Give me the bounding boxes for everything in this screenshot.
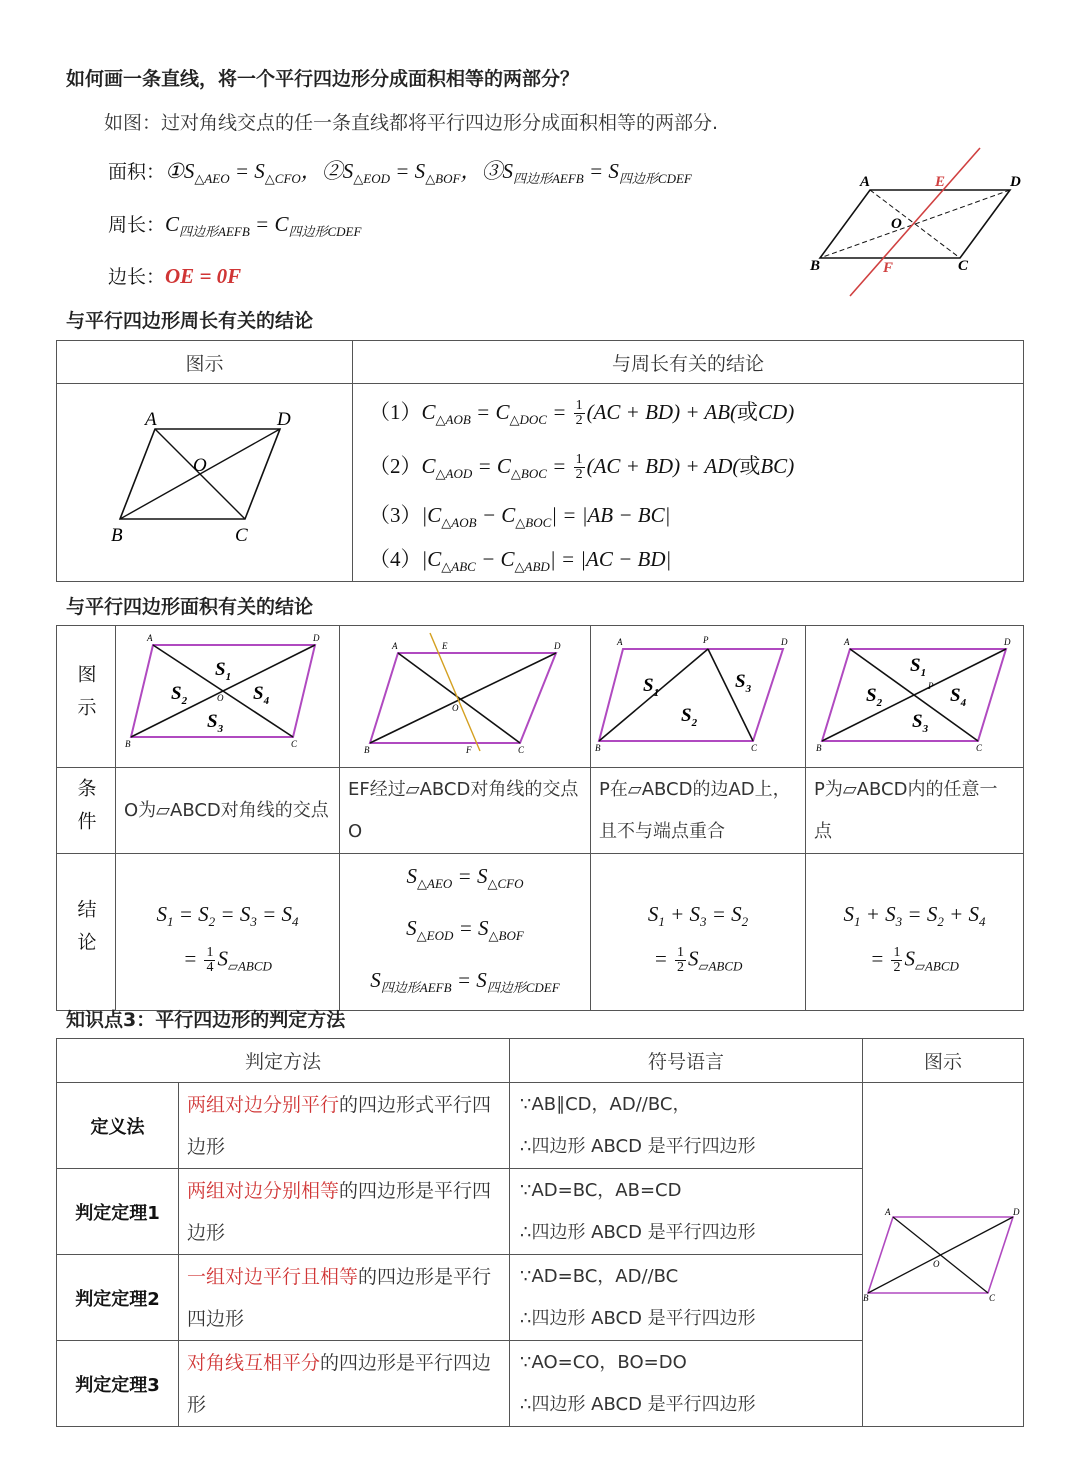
- area-figure-1: [116, 626, 340, 768]
- formula-text: |C: [421, 502, 442, 527]
- row-conclusion-label: 结论: [57, 854, 116, 1011]
- region-s3: $S_3$: [206, 710, 223, 735]
- formula-subscript: 3: [700, 913, 707, 929]
- formula-subscript: ▱ABCD: [698, 957, 743, 973]
- label-c: C: [751, 742, 758, 753]
- perimeter-table: [56, 340, 1024, 582]
- criteria-heading: 知识点3：平行四边形的判定方法: [66, 1009, 346, 1031]
- condition-3: P在▱ABCD的边AD上，且不与端点重合: [591, 768, 806, 854]
- method-description: [179, 1169, 510, 1255]
- formula-subscript: △AEO: [417, 876, 453, 891]
- formula-text: ，②S: [300, 159, 354, 183]
- formula-subscript: △CFO: [264, 171, 301, 186]
- area-figure-2: [340, 626, 591, 768]
- parallelogram-figure: [123, 631, 333, 759]
- formula-text: （3）: [369, 502, 422, 527]
- col-conclusion: 与周长有关的结论: [353, 341, 1024, 384]
- formula-text: 或: [739, 453, 761, 478]
- formula-subscript: △BOC: [515, 514, 552, 530]
- area-figure-4: [806, 626, 1024, 768]
- label-c: C: [234, 524, 248, 546]
- formula-text: = S: [451, 968, 487, 992]
- criteria-table: [56, 1038, 1024, 1427]
- formula-text: （1）: [369, 399, 422, 424]
- label-a: A: [144, 410, 157, 430]
- formula-subscript: △AEO: [194, 171, 230, 186]
- formula-text: S: [843, 901, 854, 926]
- formula-text: = S: [173, 901, 209, 926]
- symbol-language: [510, 1255, 863, 1341]
- formula-text: = S: [706, 901, 742, 926]
- method-name: 判定定理2: [57, 1255, 179, 1341]
- formula-subscript: ▱ABCD: [914, 957, 959, 973]
- formula-text: = S: [453, 916, 489, 940]
- formula-text: S: [904, 945, 915, 970]
- formula-subscript: 2: [208, 913, 216, 929]
- area-table: [56, 625, 1024, 1011]
- fraction: [675, 946, 686, 975]
- label-c: C: [989, 1292, 996, 1303]
- label-b: B: [815, 742, 821, 753]
- formula-text: S: [156, 901, 167, 926]
- col-figure: 图示: [863, 1039, 1024, 1083]
- formula-subscript: 3: [250, 913, 257, 929]
- area-heading: 与平行四边形面积有关的结论: [66, 596, 314, 618]
- symbol-language: [510, 1083, 863, 1169]
- region-s4: $S_4$: [949, 684, 966, 709]
- region-s1: $S_1$: [909, 654, 926, 679]
- formula-text: =: [183, 945, 203, 970]
- denominator: 2: [575, 467, 583, 483]
- perimeter-item-1: [369, 385, 1023, 439]
- symbol-conclusion: ∴四边形 ABCD 是平行四边形: [520, 1393, 756, 1415]
- formula-subscript: △AOB: [435, 411, 471, 427]
- fraction: [204, 946, 215, 975]
- question-title: 如何画一条直线，将一个平行四边形分成面积相等的两部分？: [66, 68, 580, 90]
- formula-subscript: 1: [166, 913, 174, 929]
- parallelogram-figure: [105, 411, 305, 551]
- label-d: D: [1003, 636, 1010, 647]
- formula-subscript: 1: [853, 913, 861, 929]
- label-e: E: [935, 174, 946, 190]
- criteria-figure-cell: [863, 1083, 1024, 1427]
- conclusion-4: [806, 854, 1024, 1011]
- label-o: O: [933, 1258, 940, 1269]
- parallelogram-figure: [360, 631, 570, 759]
- formula-text: − C: [475, 546, 515, 571]
- diagonal-bd: [820, 190, 1010, 258]
- label-a: A: [885, 1206, 891, 1217]
- fraction: [574, 453, 585, 482]
- symbol-conclusion: ∴四边形 ABCD 是平行四边形: [520, 1221, 756, 1243]
- symbol-given: ∵AB∥CD，AD//BC，: [520, 1093, 691, 1115]
- criteria-row: [57, 1083, 1024, 1169]
- label-c: C: [958, 258, 969, 274]
- method-name: 判定定理3: [57, 1341, 179, 1427]
- formula-text: S: [647, 901, 659, 926]
- formula-subscript: 四边形CDEF: [486, 980, 560, 995]
- formula-subscript: △ABC: [441, 558, 476, 574]
- symbol-conclusion: ∴四边形 ABCD 是平行四边形: [520, 1135, 756, 1157]
- region-s3: $S_3$: [735, 670, 752, 695]
- numerator: 1: [893, 944, 901, 960]
- symbol-language: [510, 1341, 863, 1427]
- formula-text: + S: [664, 901, 700, 926]
- label-e: E: [442, 640, 448, 651]
- condition-1: O为▱ABCD对角线的交点: [116, 768, 340, 854]
- method-key-phrase: 两组对边分别相等: [187, 1179, 340, 1202]
- conclusion-2: [340, 854, 591, 1011]
- formula-text: − C: [476, 502, 516, 527]
- region-s3: $S_3$: [911, 710, 928, 735]
- denominator: 2: [575, 413, 583, 429]
- label-d: D: [312, 632, 319, 643]
- formula-text: + S: [943, 901, 979, 926]
- formula-text: = S: [390, 159, 426, 183]
- region-s2: $S_2$: [865, 684, 882, 709]
- label-a: A: [146, 632, 152, 643]
- row-condition-label: 条件: [57, 768, 116, 854]
- formula-text: C: [421, 399, 436, 424]
- formula-text: | = |AB − BC|: [551, 502, 671, 527]
- formula-text: = S: [215, 901, 251, 926]
- formula-subscript: △BOC: [510, 465, 547, 481]
- formula-subscript: △BOF: [425, 171, 461, 186]
- intro-parallelogram-figure: [805, 140, 1030, 305]
- formula-subscript: 四边形CDEF: [618, 171, 692, 186]
- formula-text: 或: [737, 399, 759, 424]
- method-description: [179, 1255, 510, 1341]
- method-description: [179, 1341, 510, 1427]
- fraction: [574, 399, 585, 428]
- area-line: [108, 155, 692, 187]
- formula-text: ①S: [165, 159, 195, 183]
- label-p: P: [927, 680, 933, 691]
- label-b: B: [364, 744, 370, 755]
- area-label: 面积：: [108, 161, 166, 183]
- denominator: 4: [206, 959, 214, 975]
- label-a: A: [843, 636, 849, 647]
- formula-text: S: [217, 945, 228, 970]
- label-a: A: [392, 640, 398, 651]
- label-b: B: [110, 524, 123, 546]
- perimeter-label: 周长：: [108, 214, 166, 236]
- formula-subscript: △AOD: [435, 465, 473, 481]
- perimeter-item-3: [369, 493, 1023, 537]
- col-method: 判定方法: [57, 1039, 510, 1083]
- formula-text: （4）: [369, 546, 422, 571]
- symbol-conclusion: ∴四边形 ABCD 是平行四边形: [520, 1307, 756, 1329]
- method-rest: 的四边形是平行四边形: [187, 1351, 492, 1416]
- label-o: O: [452, 702, 459, 713]
- label-a: A: [860, 174, 871, 190]
- conclusion-1: [116, 854, 340, 1011]
- formula-text: = S: [452, 864, 488, 888]
- formula-text: = C: [249, 212, 289, 236]
- formula-subscript: △EOD: [353, 171, 391, 186]
- region-s1: $S_1$: [643, 674, 660, 699]
- label-a: A: [617, 636, 623, 647]
- formula-subscript: △BOF: [488, 928, 524, 943]
- formula-text: =: [546, 399, 572, 424]
- symbol-given: ∵AD=BC，AD//BC: [520, 1265, 679, 1287]
- formula-subscript: 四边形AEFB: [512, 171, 584, 186]
- formula-text: = S: [256, 901, 292, 926]
- formula-text: = C: [470, 399, 510, 424]
- numerator: 1: [575, 398, 583, 414]
- area-formula: [165, 155, 692, 187]
- label-f: F: [466, 744, 472, 755]
- formula-text: C: [421, 453, 436, 478]
- area-figure-3: [591, 626, 806, 768]
- region-s2: $S_2$: [170, 682, 187, 707]
- symbol-given: ∵AD=BC，AB=CD: [520, 1179, 682, 1201]
- formula-text: = S: [229, 159, 265, 183]
- formula-subscript: 四边形CDEF: [288, 224, 362, 239]
- symbol-language: [510, 1169, 863, 1255]
- condition-4: P为▱ABCD内的任意一点: [806, 768, 1024, 854]
- formula-subscript: 2: [937, 913, 944, 929]
- formula-text: = S: [583, 159, 619, 183]
- perimeter-item-2: [369, 439, 1023, 493]
- formula-text: （2）: [369, 453, 422, 478]
- numerator: 1: [676, 944, 684, 960]
- method-rest: 的四边形是平行四边形: [187, 1265, 492, 1330]
- method-key-phrase: 两组对边分别平行: [187, 1093, 340, 1116]
- col-figure: 图示: [57, 341, 353, 384]
- label-d: D: [276, 410, 291, 430]
- method-name: 判定定理1: [57, 1169, 179, 1255]
- region-s4: $S_4$: [252, 682, 269, 707]
- label-d: D: [781, 636, 788, 647]
- formula-text: =: [870, 945, 890, 970]
- label-b: B: [810, 258, 821, 274]
- method-description: [179, 1083, 510, 1169]
- formula-subscript: △AOB: [441, 514, 477, 530]
- formula-text: = S: [902, 901, 938, 926]
- formula-subscript: 四边形AEFB: [179, 224, 250, 239]
- formula-text: BC): [760, 453, 795, 478]
- formula-subscript: △ABD: [514, 558, 550, 574]
- formula-subscript: △DOC: [509, 411, 547, 427]
- method-name: 定义法: [57, 1083, 179, 1169]
- formula-text: =: [653, 945, 673, 970]
- label-f: F: [883, 260, 894, 276]
- numerator: 1: [575, 452, 583, 468]
- label-c: C: [518, 744, 525, 755]
- parallelogram-figure: [593, 631, 803, 759]
- formula-subscript: 1: [658, 913, 665, 929]
- formula-subscript: 四边形AEFB: [380, 980, 452, 995]
- parallelogram-figure: [810, 631, 1020, 759]
- formula-subscript: 4: [979, 913, 986, 929]
- label-o: O: [216, 692, 223, 703]
- label-o: O: [192, 454, 207, 476]
- formula-text: C: [165, 212, 180, 236]
- formula-text: (AC + BD) + AD(: [586, 453, 740, 478]
- label-d: D: [1010, 174, 1021, 190]
- label-b: B: [863, 1292, 869, 1303]
- method-key-phrase: 一组对边平行且相等: [187, 1265, 359, 1288]
- label-d: D: [1013, 1206, 1020, 1217]
- parallelogram-figure: [863, 1203, 1023, 1303]
- condition-2: EF经过▱ABCD对角线的交点O: [340, 768, 591, 854]
- perimeter-line: [108, 210, 361, 240]
- label-c: C: [290, 738, 297, 749]
- label-p: P: [703, 634, 709, 645]
- formula-text: |C: [421, 546, 442, 571]
- label-b: B: [124, 738, 130, 749]
- perimeter-heading: 与平行四边形周长有关的结论: [66, 310, 314, 332]
- formula-text: | = |AC − BD|: [549, 546, 672, 571]
- formula-text: (AC + BD) + AB(: [586, 399, 738, 424]
- formula-subscript: 4: [292, 913, 299, 929]
- perimeter-figure-cell: [57, 384, 353, 582]
- region-s1: $S_1$: [214, 658, 231, 683]
- perimeter-formula: [165, 212, 361, 240]
- formula-subscript: 3: [895, 913, 903, 929]
- side-line: [108, 262, 241, 289]
- label-c: C: [975, 742, 982, 753]
- side-formula: OE = 0F: [165, 264, 242, 288]
- formula-text: S: [370, 968, 381, 992]
- fraction: [891, 946, 902, 975]
- label-o: O: [891, 216, 902, 232]
- formula-text: S: [406, 864, 418, 888]
- formula-text: ，③S: [460, 159, 513, 183]
- method-rest: 的四边形是平行四边形: [187, 1179, 492, 1244]
- formula-subscript: ▱ABCD: [227, 957, 272, 973]
- formula-text: + S: [860, 901, 896, 926]
- formula-subscript: 2: [741, 913, 749, 929]
- row-figure-label: 图示: [57, 626, 116, 768]
- side-label: 边长：: [108, 266, 166, 288]
- region-s2: $S_2$: [681, 704, 698, 729]
- formula-text: CD): [758, 399, 795, 424]
- answer-text: 如图：过对角线交点的任一条直线都将平行四边形分成面积相等的两部分.: [104, 112, 719, 134]
- perimeter-conclusions-cell: [353, 384, 1024, 582]
- method-rest: 的四边形式平行四边形: [187, 1093, 492, 1158]
- formula-subscript: △EOD: [416, 928, 454, 943]
- denominator: 2: [893, 959, 901, 975]
- col-symbol: 符号语言: [510, 1039, 863, 1083]
- formula-text: = C: [472, 453, 511, 478]
- denominator: 2: [676, 959, 684, 975]
- formula-text: S: [687, 945, 699, 970]
- perimeter-item-4: [369, 537, 1023, 581]
- formula-text: S: [406, 916, 417, 940]
- symbol-given: ∵AO=CO，BO=DO: [520, 1351, 687, 1373]
- label-d: D: [554, 640, 561, 651]
- formula-text: =: [546, 453, 572, 478]
- method-key-phrase: 对角线互相平分: [187, 1351, 321, 1374]
- numerator: 1: [206, 944, 214, 960]
- formula-subscript: △CFO: [487, 876, 524, 891]
- label-b: B: [595, 742, 601, 753]
- conclusion-3: [591, 854, 806, 1011]
